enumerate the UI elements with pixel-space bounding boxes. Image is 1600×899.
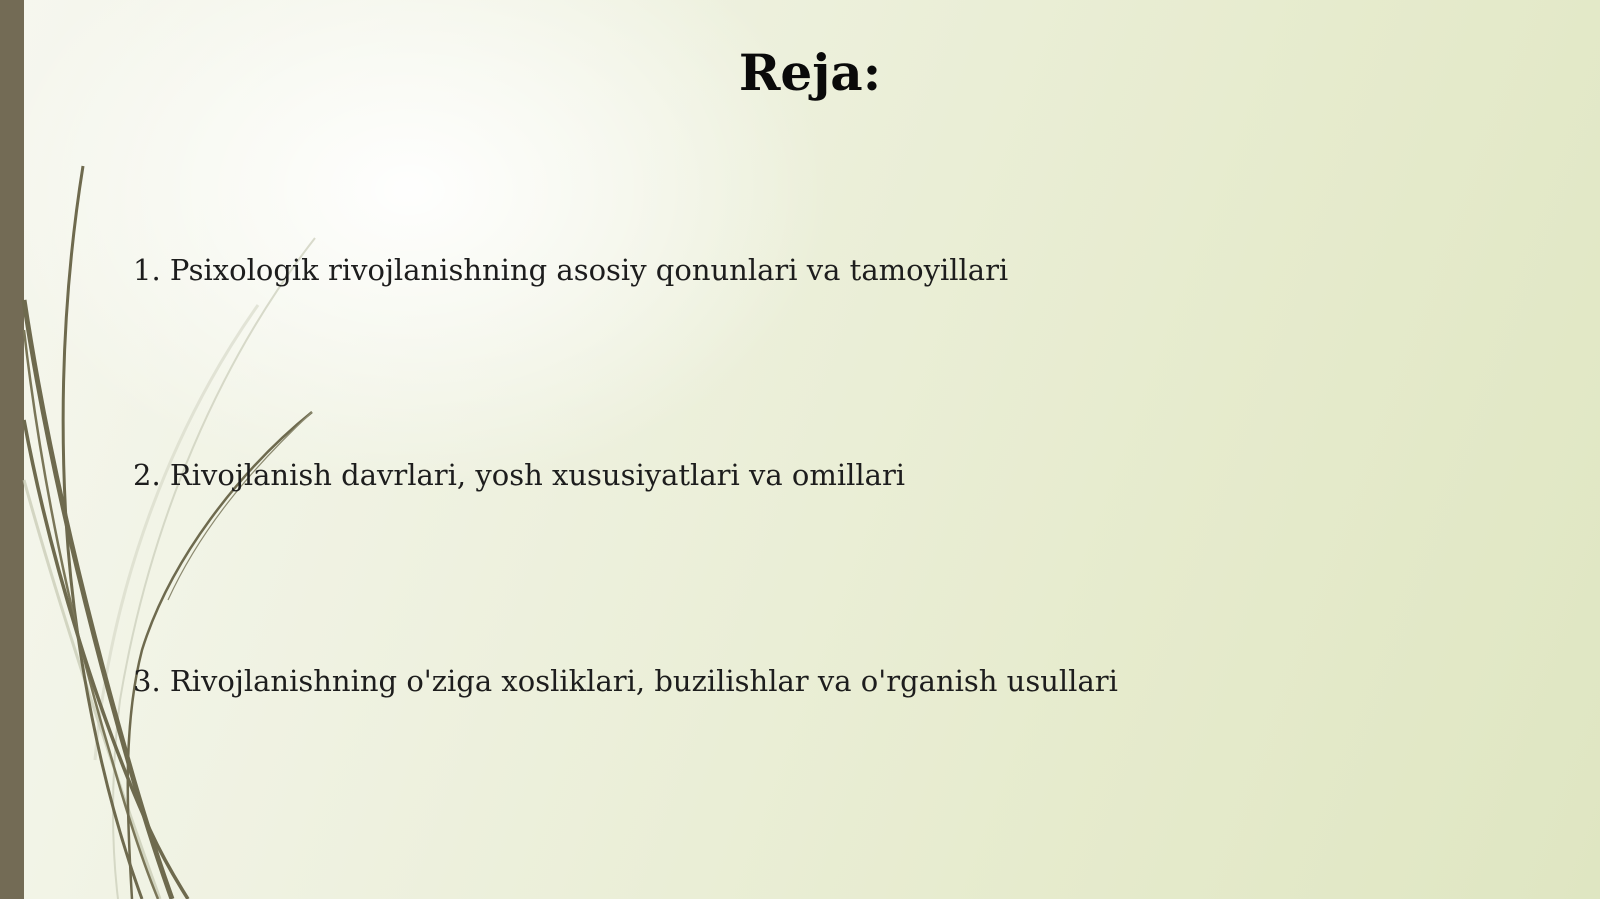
slide-title: Reja: [738, 43, 882, 102]
plan-item-1: 1. Psixologik rivojlanishning asosiy qonunlari va tamoyillari [133, 253, 1009, 287]
plan-item-2: 2. Rivojlanish davrlari, yosh xususiyatlari va omillari [133, 458, 906, 492]
plan-item-3: 3. Rivojlanishning o'ziga xosliklari, buzilishlar va o'rganish usullari [133, 664, 1118, 698]
